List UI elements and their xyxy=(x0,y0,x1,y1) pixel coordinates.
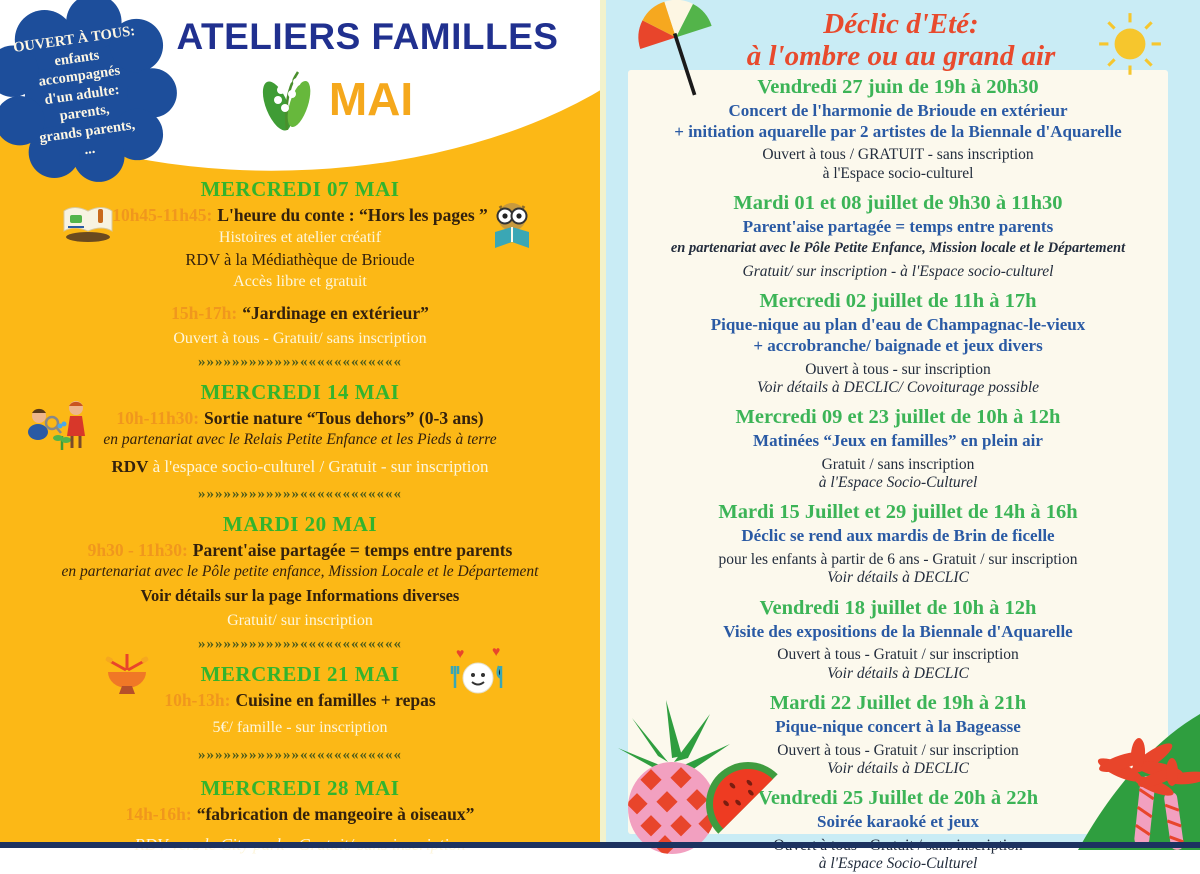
event-heading: Vendredi 27 juin de 19h à 20h30 xyxy=(757,76,1039,98)
event-time: 10h45-11h45: xyxy=(112,205,213,225)
event-section xyxy=(628,501,1168,587)
info-note: Gratuit/ sur inscription - à l'Espace socio-culturel xyxy=(742,262,1054,280)
info-note: pour les enfants à partir de 6 ans - Gratuit / sur inscription xyxy=(718,551,1078,569)
bottom-edge-strip xyxy=(0,842,1200,848)
event-subtitle: Parent'aise partagée = temps entre parents xyxy=(742,217,1054,237)
info-note: Voir détails à DECLIC xyxy=(827,664,969,682)
event-section xyxy=(628,597,1168,683)
event-section xyxy=(0,380,600,503)
info-note: Ouvert à tous - Gratuit / sur inscription xyxy=(777,741,1019,759)
happy-plate-icon xyxy=(448,644,508,700)
section-heading: MERCREDI 28 MAI xyxy=(200,776,400,800)
event-heading: Mercredi 09 et 23 juillet de 10h à 12h xyxy=(735,406,1061,429)
watermelon-icon xyxy=(698,754,798,854)
event-heading: Mardi 22 Juillet de 19h à 21h xyxy=(769,691,1027,714)
section-heading: MERCREDI 21 MAI xyxy=(200,662,400,686)
event-section xyxy=(628,192,1168,281)
info-note: Voir détails à DECLIC xyxy=(827,569,969,587)
right-panel-declic-ete xyxy=(600,0,1200,873)
event-subtitle: Visite des expositions de la Biennale d'Aquarelle xyxy=(723,621,1073,641)
event-time: 14h-16h: xyxy=(125,804,192,824)
partner-note: en partenariat avec le Relais Petite Enfance et les Pieds à terre xyxy=(103,431,497,448)
event-heading: Vendredi 25 Juillet de 20h à 22h xyxy=(757,787,1039,810)
may-schedule xyxy=(0,168,600,855)
svg-text:♥: ♥ xyxy=(492,645,501,660)
event-subtitle: Matinées “Jeux en familles” en plein air xyxy=(753,431,1043,451)
event-title: L'heure du conte : “Hors les pages ” xyxy=(217,205,488,225)
details-note: Voir détails sur la page Informations diverses xyxy=(140,586,460,605)
event-subtitle: Pique-nique au plan d'eau de Champagnac-le-vieux xyxy=(710,315,1086,335)
event-note: Ouvert à tous - Gratuit/ sans inscription xyxy=(173,330,427,347)
barbecue-icon xyxy=(100,648,154,698)
info-note: Ouvert à tous - sur inscription xyxy=(805,360,991,378)
info-note: Voir détails à DECLIC/ Covoiturage possible xyxy=(756,378,1040,396)
event-note: Accès libre et gratuit xyxy=(233,273,367,290)
palm-trees-icon xyxy=(1048,714,1200,850)
info-note: Voir détails à DECLIC xyxy=(827,759,969,777)
owl-reading-icon xyxy=(490,198,534,254)
info-note: à l'Espace socio-culturel xyxy=(822,164,974,182)
event-subtitle: Soirée karaoké et jeux xyxy=(817,812,979,832)
sun-icon xyxy=(1094,10,1166,82)
partner-note: en partenariat avec le Pôle Petite Enfance, Mission locale et le Département xyxy=(670,239,1126,256)
section-heading: MARDI 20 MAI xyxy=(222,512,378,536)
event-time: 9h30 - 11h30: xyxy=(87,540,188,560)
section-heading: MERCREDI 07 MAI xyxy=(200,177,400,201)
vine-divider: »»»»»»»»»»»»«««««««««««« xyxy=(198,354,402,370)
event-heading: Vendredi 18 juillet de 10h à 12h xyxy=(759,596,1037,619)
vine-divider: »»»»»»»»»»»»«««««««««««« xyxy=(198,636,402,652)
info-note: à l'Espace Socio-Culturel xyxy=(818,474,978,492)
event-section xyxy=(628,406,1168,492)
event-title: Parent'aise partagée = temps entre parents xyxy=(192,540,513,560)
event-title: “Jardinage en extérieur” xyxy=(242,303,429,323)
event-title: “fabrication de mangeoire à oiseaux” xyxy=(196,804,475,824)
storybook-icon xyxy=(60,203,116,243)
rdv-text: à l'espace socio-culturel / Gratuit - sur inscription xyxy=(148,457,489,476)
event-note: RDV à la Médiathèque de Brioude xyxy=(185,250,415,269)
flyer-title-line2: à l'ombre ou au grand air xyxy=(746,40,1056,73)
event-subtitle: + initiation aquarelle par 2 artistes de la Biennale d'Aquarelle xyxy=(674,121,1122,141)
event-subtitle: + accrobranche/ baignade et jeux divers xyxy=(753,335,1043,355)
event-note xyxy=(0,457,600,477)
children-exploring-icon xyxy=(22,396,88,456)
flyer-title xyxy=(646,8,1156,73)
vine-divider: »»»»»»»»»»»»«««««««««««« xyxy=(198,486,402,502)
event-section xyxy=(0,512,600,653)
event-title: Sortie nature “Tous dehors” (0-3 ans) xyxy=(204,408,484,428)
event-subtitle: Pique-nique concert à la Bageasse xyxy=(775,716,1021,736)
event-note: 5€/ famille - sur inscription xyxy=(212,719,388,736)
partner-note: en partenariat avec le Pôle petite enfance, Mission Locale et le Département xyxy=(61,563,539,580)
event-subtitle: Déclic se rend aux mardis de Brin de ficelle xyxy=(741,526,1055,546)
section-heading: MERCREDI 14 MAI xyxy=(200,380,400,404)
event-note: Gratuit/ sur inscription xyxy=(227,612,373,629)
event-time: 10h-11h30: xyxy=(116,408,200,428)
event-time: 15h-17h: xyxy=(171,303,238,323)
event-time: 10h-13h: xyxy=(164,690,231,710)
page-title: ATELIERS FAMILLES xyxy=(176,16,559,57)
vine-divider: »»»»»»»»»»»»«««««««««««« xyxy=(198,747,402,763)
open-to-all-badge: OUVERT À TOUS: enfants accompagnés d'un adulte: parents, grands parents, ... xyxy=(12,23,137,159)
info-note: Ouvert à tous / GRATUIT - sans inscription xyxy=(762,146,1034,164)
info-note: Gratuit / sans inscription xyxy=(821,455,975,473)
info-note: à l'Espace Socio-Culturel xyxy=(818,855,978,873)
flyer-title-line1: Déclic d'Eté: xyxy=(823,8,979,40)
event-note: Histoires et atelier créatif xyxy=(218,229,382,246)
event-subtitle: Concert de l'harmonie de Brioude en extérieur xyxy=(728,101,1068,120)
rdv-label: RDV xyxy=(111,457,149,476)
info-note: Ouvert à tous - Gratuit / sur inscription xyxy=(777,646,1019,664)
month-label: MAI xyxy=(328,73,414,125)
event-heading: Mercredi 02 juillet de 11h à 17h xyxy=(759,290,1037,313)
event-heading: Mardi 15 Juillet et 29 juillet de 14h à 16h xyxy=(718,501,1078,524)
month-row xyxy=(170,64,500,134)
event-section xyxy=(0,662,600,764)
muguet-icon xyxy=(257,64,319,134)
event-title: Cuisine en familles + repas xyxy=(235,690,436,710)
svg-text:♥: ♥ xyxy=(456,647,465,662)
umbrella-icon xyxy=(632,2,722,102)
event-section xyxy=(628,290,1168,397)
left-panel-ateliers-familles xyxy=(0,0,600,848)
event-heading: Mardi 01 et 08 juillet de 9h30 à 11h30 xyxy=(733,192,1063,215)
